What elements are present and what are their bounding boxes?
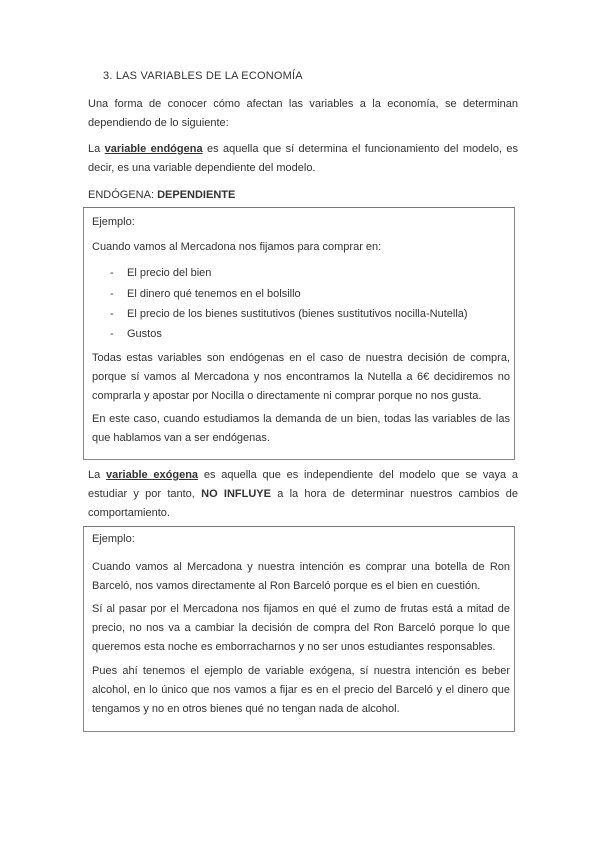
exogenous-prefix: La bbox=[88, 469, 107, 481]
example2-paragraph-2: Sí al pasar por el Mercadona nos fijamos en qué el zumo de frutas está a mitad de precio, no nos va a cambiar la decisión de compra del Ron Barceló porque lo que queremos esta noche es emborracharnos y no ser unos estudiantes responsables. bbox=[92, 603, 510, 653]
bullet-dash: - bbox=[110, 288, 114, 300]
exogenous-middle: es aquella que es independiente del modelo que se vaya a estudiar y por tanto, bbox=[88, 469, 518, 500]
bullet-dash: - bbox=[110, 328, 114, 340]
bullet-text: El precio del bien bbox=[127, 267, 212, 279]
bullet-text: Gustos bbox=[127, 328, 162, 340]
example2-paragraph-3: Pues ahí tenemos el ejemplo de variable exógena, sí nuestra intención es beber alcohol, en lo único que nos vamos a fijar es en el precio del Barceló y el dinero que tengamos y no en otros bienes qué no tengan nada de alcohol. bbox=[92, 665, 510, 715]
bullet-dash: - bbox=[110, 308, 114, 320]
example-box-exogenous bbox=[83, 526, 515, 732]
bullet-text: El precio de los bienes sustitutivos (bienes sustitutivos nocilla-Nutella) bbox=[127, 308, 468, 320]
exogenous-suffix: a la hora de determinar nuestros cambios de comportamiento. bbox=[88, 488, 518, 519]
bullet-dash: - bbox=[110, 267, 114, 279]
example1-title: Ejemplo: bbox=[92, 216, 135, 228]
endogenous-definition bbox=[88, 140, 518, 178]
example1-paragraph-2: En este caso, cuando estudiamos la demanda de un bien, todas las variables de las que hablamos van a ser endógenas. bbox=[92, 413, 510, 444]
intro-paragraph: Una forma de conocer cómo afectan las variables a la economía, se determinan dependiendo de lo siguiente: bbox=[88, 98, 518, 129]
endogenous-label-bold: DEPENDIENTE bbox=[157, 189, 236, 201]
endogenous-suffix: es aquella que sí determina el funcionamiento del modelo, es decir, es una variable dependiente del modelo. bbox=[88, 143, 519, 174]
example-box-endogenous bbox=[83, 207, 515, 460]
endogenous-term: variable endógena bbox=[104, 143, 203, 155]
endogenous-prefix: La bbox=[88, 143, 105, 155]
section-heading: 3. LAS VARIABLES DE LA ECONOMÍA bbox=[103, 70, 303, 82]
exogenous-bold: NO INFLUYE bbox=[201, 488, 271, 500]
exogenous-definition bbox=[88, 466, 518, 523]
endogenous-label bbox=[88, 189, 235, 201]
example2-paragraph-1: Cuando vamos al Mercadona y nuestra intención es comprar una botella de Ron Barceló, nos vamos directamente al Ron Barceló porque es el bien en cuestión. bbox=[92, 561, 510, 592]
endogenous-label-prefix: ENDÓGENA: bbox=[88, 189, 158, 201]
example2-title: Ejemplo: bbox=[92, 533, 135, 545]
example1-paragraph-1: Todas estas variables son endógenas en el caso de nuestra decisión de compra, porque sí vamos al Mercadona y nos encontramos la Nutella a 6€ decidiremos no comprarla y apostar por Nocilla o directamente ni comprar porque no nos gusta. bbox=[92, 352, 510, 402]
bullet-text: El dinero qué tenemos en el bolsillo bbox=[127, 288, 301, 300]
example1-lead: Cuando vamos al Mercadona nos fijamos para comprar en: bbox=[92, 241, 382, 253]
exogenous-term: variable exógena bbox=[106, 469, 199, 481]
